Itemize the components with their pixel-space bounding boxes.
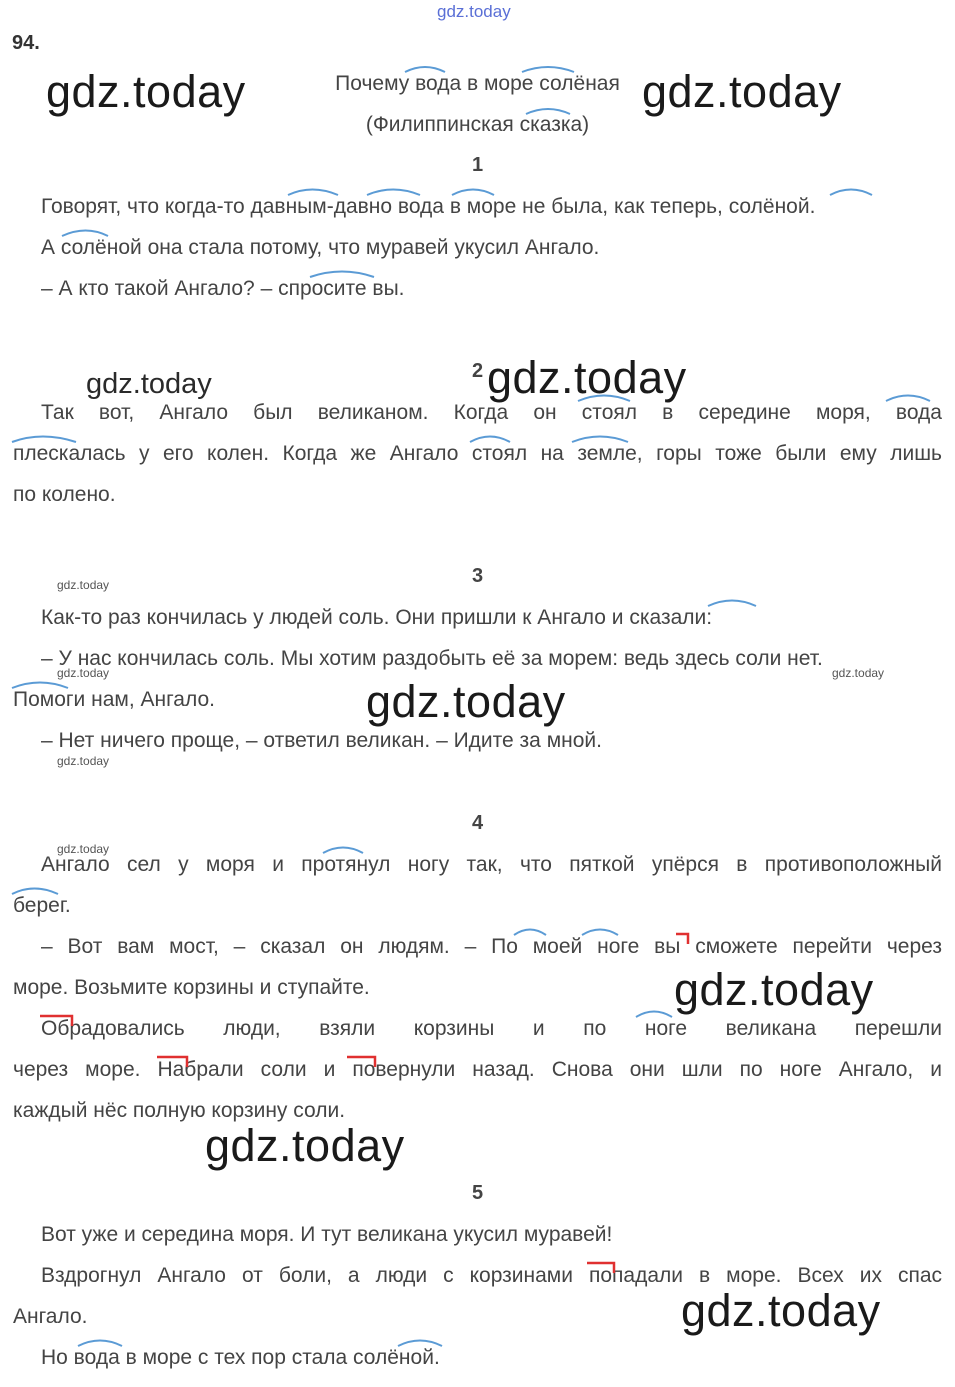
section-number: 1 <box>471 154 484 176</box>
text-line: Обрадовались люди, взяли корзины и по ноге великана перешли <box>41 1017 942 1040</box>
text-line: каждый нёс полную корзину соли. <box>13 1099 346 1122</box>
text-line: берег. <box>13 894 71 917</box>
text-line: А солёной она стала потому, что муравей укусил Ангало. <box>41 236 600 259</box>
root-arc <box>323 848 363 854</box>
root-arc <box>572 437 628 443</box>
exercise-number: 94. <box>12 32 40 54</box>
page-subtitle: (Филиппинская сказка) <box>365 113 590 136</box>
root-arc <box>708 601 756 607</box>
root-arc <box>12 437 76 443</box>
text-line: Так вот, Ангало был великаном. Когда он стоял в середине моря, вода <box>41 401 942 424</box>
text-line: – А кто такой Ангало? – спросите вы. <box>41 277 405 300</box>
watermark: gdz.today <box>57 578 110 592</box>
watermark: gdz.today <box>832 666 885 680</box>
text-line: Ангало сел у моря и протянул ногу так, что пяткой упёрся в противоположный <box>41 853 942 876</box>
root-arc <box>288 190 338 196</box>
watermark: gdz.today <box>681 1285 881 1336</box>
prefix-bracket <box>157 1057 187 1067</box>
root-arc <box>526 109 570 114</box>
root-arc <box>12 683 68 689</box>
text-line: Вот уже и середина моря. И тут великана укусил муравей! <box>41 1223 613 1246</box>
root-arc <box>12 889 58 895</box>
root-arc <box>78 1341 122 1347</box>
text-line: Ангало. <box>13 1305 88 1328</box>
text-line: плескалась у его колен. Когда же Ангало стоял на земле, горы тоже были ему лишь <box>13 442 942 465</box>
root-arc <box>367 190 420 196</box>
root-arc <box>514 930 546 936</box>
root-arc <box>886 396 930 402</box>
root-arc <box>470 437 510 443</box>
watermark: gdz.today <box>86 368 212 400</box>
root-arc <box>452 190 494 196</box>
root-arc <box>398 1341 442 1347</box>
section-number: 3 <box>471 565 484 587</box>
watermark: gdz.today <box>674 964 874 1015</box>
text-line: – Вот вам мост, – сказал он людям. – По моей ноге вы сможете перейти через <box>41 935 942 958</box>
watermark: gdz.today <box>46 66 246 117</box>
prefix-bracket <box>587 1263 614 1273</box>
section-number: 5 <box>471 1182 484 1204</box>
root-arc <box>582 930 618 936</box>
watermark: gdz.today <box>642 66 842 117</box>
prefix-bracket <box>347 1057 375 1067</box>
root-arc <box>62 231 108 237</box>
watermark: gdz.today <box>57 842 110 856</box>
text-line: – У нас кончилась соль. Мы хотим раздобыть её за морем: ведь здесь соли нет. <box>41 647 823 670</box>
text-line: по колено. <box>13 483 116 506</box>
prefix-bracket <box>676 934 688 944</box>
watermark: gdz.today <box>366 676 566 727</box>
root-arc <box>578 396 630 402</box>
root-arc <box>830 190 872 196</box>
watermark: gdz.today <box>205 1120 405 1171</box>
root-arc <box>310 272 374 278</box>
text-line: через море. Набрали соли и повернули назад. Снова они шли по ноге Ангало, и <box>13 1058 942 1081</box>
text-line: Как-то раз кончилась у людей соль. Они пришли к Ангало и сказали: <box>41 606 713 629</box>
text-line: Вздрогнул Ангало от боли, а люди с корзинами попадали в море. Всех их спас <box>41 1264 942 1287</box>
root-arc <box>405 67 445 72</box>
text-line: Помоги нам, Ангало. <box>13 688 215 711</box>
text-line: море. Возьмите корзины и ступайте. <box>13 976 370 999</box>
section-number: 2 <box>471 360 484 382</box>
watermark: gdz.today <box>487 352 687 403</box>
watermark-top: gdz.today <box>437 2 511 21</box>
text-line: Но вода в море с тех пор стала солёной. <box>41 1346 440 1369</box>
watermark: gdz.today <box>57 666 110 680</box>
page-title: Почему вода в море солёная <box>335 72 620 95</box>
text-line: – Нет ничего проще, – ответил великан. – Идите за мной. <box>41 729 602 752</box>
prefix-bracket <box>40 1016 72 1026</box>
text-line: Говорят, что когда-то давным-давно вода в море не была, как теперь, солёной. <box>41 195 816 218</box>
root-arc <box>522 67 574 72</box>
section-number: 4 <box>471 812 484 834</box>
watermark: gdz.today <box>57 754 110 768</box>
root-arc <box>636 1012 672 1018</box>
